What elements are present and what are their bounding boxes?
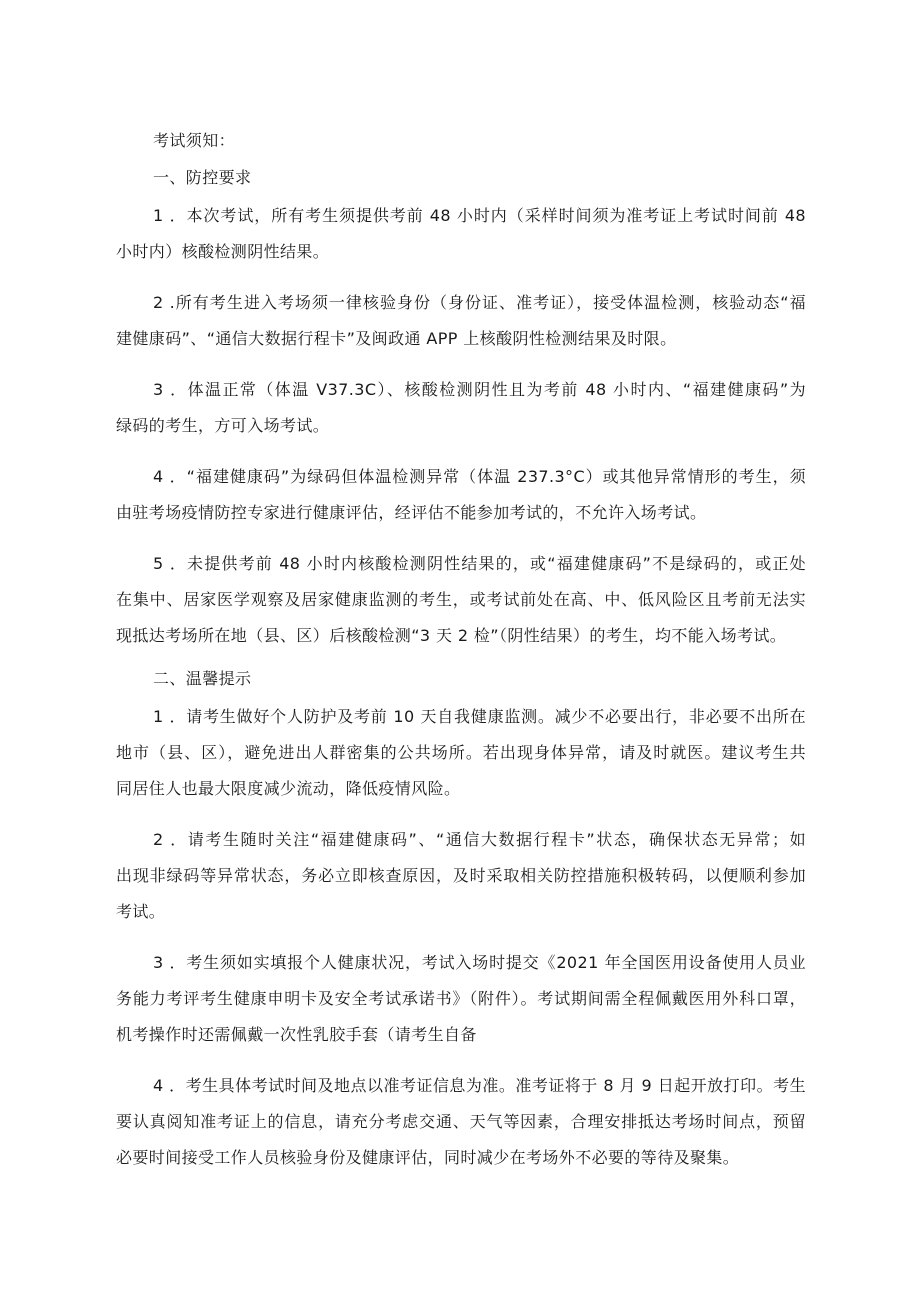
list-item [116,945,806,1053]
item-line: 3 ．体温正常（体温 V37.3C）、核酸检测阴性且为考前 48 小时内、“福建健康码”为 [153,380,806,399]
item-line: 小时内）核酸检测阴性结果。 [116,242,330,261]
list-item [116,822,806,930]
item-line: 4 ．考生具体考试时间及地点以准考证信息为准。准考证将于 8 月 9 日起开放打印。考生 [153,1076,806,1095]
list-item [116,198,806,270]
item-line: 3 ．考生须如实填报个人健康状况，考试入场时提交《2021 年全国医用设备使用人员业 [153,953,806,972]
item-line: 地市（县、区），避免进出人群密集的公共场所。若出现身体异常，请及时就医。建议考生共 [116,743,806,762]
item-line: 在集中、居家医学观察及居家健康监测的考生，或考试前处在高、中、低风险区且考前无法实 [116,590,806,609]
item-line: 建健康码”、“通信大数据行程卡”及闽政通 APP 上核酸阴性检测结果及时限。 [116,329,677,348]
section-heading: 一、防控要求 [153,168,252,187]
item-line: 2 ．请考生随时关注“福建健康码”、“通信大数据行程卡”状态，确保状态无异常；如 [153,830,806,849]
item-line: 出现非绿码等异常状态，务必立即核查原因，及时采取相关防控措施积极转码，以便顺利参加 [116,866,806,885]
item-line: 现抵达考场所在地（县、区）后核酸检测“3 天 2 检”（阴性结果）的考生，均不能入场考试。 [116,626,787,645]
list-item [116,1068,806,1176]
item-line: 2 .所有考生进入考场须一律核验身份（身份证、准考证），接受体温检测，核验动态“福 [153,293,806,312]
section-heading: 二、温馨提示 [153,669,252,688]
list-item [116,546,806,654]
item-line: 要认真阅知准考证上的信息，请充分考虑交通、天气等因素，合理安排抵达考场时间点，预留 [116,1112,806,1131]
item-line: 4 ．“福建健康码”为绿码但体温检测异常（体温 237.3°C）或其他异常情形的考生，须 [153,467,806,486]
document-title: 考试须知： [153,131,236,150]
list-item [116,699,806,807]
list-item [116,459,806,531]
list-item [116,285,806,357]
item-line: 由驻考场疫情防控专家进行健康评估，经评估不能参加考试的，不允许入场考试。 [116,503,707,522]
item-line: 考试。 [116,902,166,921]
item-line: 1 ．本次考试，所有考生须提供考前 48 小时内（采样时间须为准考证上考试时间前 48 [153,206,806,225]
item-line: 绿码的考生，方可入场考试。 [116,416,330,435]
item-line: 同居住人也最大限度减少流动，降低疫情风险。 [116,779,461,798]
list-item [116,372,806,444]
item-line: 5 ．未提供考前 48 小时内核酸检测阴性结果的，或“福建健康码”不是绿码的，或正处 [153,554,806,573]
item-line: 机考操作时还需佩戴一次性乳胶手套（请考生自备 [116,1025,477,1044]
section-tips [116,669,806,1176]
item-line: 务能力考评考生健康申明卡及安全考试承诺书》（附件）。考试期间需全程佩戴医用外科口罩， [116,989,806,1008]
document-body [116,131,806,1191]
section-prevention [116,168,806,654]
item-line: 必要时间接受工作人员核验身份及健康评估，同时减少在考场外不必要的等待及聚集。 [116,1148,740,1167]
item-line: 1 ．请考生做好个人防护及考前 10 天自我健康监测。减少不必要出行，非必要不出所在 [153,707,806,726]
